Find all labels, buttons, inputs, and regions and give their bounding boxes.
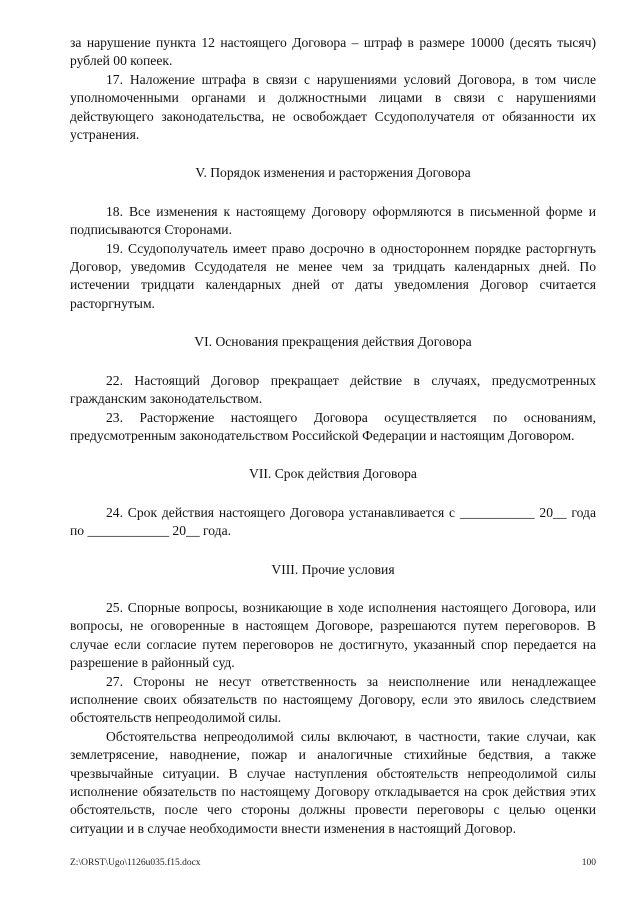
section-8-title: VIII. Прочие условия	[271, 561, 395, 577]
page-number: 100	[581, 858, 596, 868]
paragraph-19: 19. Ссудополучатель имеет право досрочно в одностороннем порядке расторгнуть Договор, уведомив Ссудодателя не менее чем за тридцать календарных дней. По истечении тридцати календарных дней от даты уведомления Договор считается расторгнутым.	[70, 240, 596, 311]
paragraph-25: 25. Спорные вопросы, возникающие в ходе исполнения настоящего Договора, или вопросы, не оговоренные в настоящем Договоре, разрешаются путем переговоров. В случае если согласие путем переговоров не достигнуто, указанный спор передается на разрешение в районный суд.	[70, 599, 596, 671]
paragraph-17: 17. Наложение штрафа в связи с нарушениями условий Договора, в том числе уполномоченными органами и должностными лицами в связи с нарушениями действующего законодательства, не освобождает Ссудополучателя от обязанности их устранения.	[70, 71, 596, 143]
paragraph-23: 23. Расторжение настоящего Договора осуществляется по основаниям, предусмотренным законодательством Российской Федерации и настоящим Договором.	[70, 409, 596, 443]
section-5-title: V. Порядок изменения и расторжения Договора	[195, 165, 471, 181]
paragraph-22: 22. Настоящий Договор прекращает действие в случаях, предусмотренных гражданским законодательством.	[70, 372, 596, 407]
section-7-title: VII. Срок действия Договора	[249, 466, 417, 482]
document-body	[70, 34, 596, 838]
paragraph-force-majeure: Обстоятельства непреодолимой силы включают, в частности, такие случаи, как землетрясение, наводнение, пожар и аналогичные стихийные бедствия, а также чрезвычайные ситуации. В случае наступления обстоятельств непреодолимой силы исполнение обязательств по настоящему Договору откладывается на срок действия этих обстоятельств, после чего стороны должны провести переговоры с целью оценки ситуации и в случае необходимости внести изменения в настоящий Договор.	[70, 728, 596, 836]
paragraph-27: 27. Стороны не несут ответственность за неисполнение или ненадлежащее исполнение своих обязательств по настоящему Договору, если это явилось следствием обстоятельств непреодолимой силы.	[70, 673, 596, 726]
paragraph-fine-clause: за нарушение пункта 12 настоящего Договора – штраф в размере 10000 (десять тысяч) рублей 00 копеек.	[70, 35, 596, 69]
paragraph-18: 18. Все изменения к настоящему Договору оформляются в письменной форме и подписываются Сторонами.	[70, 203, 596, 238]
paragraph-24: 24. Срок действия настоящего Договора устанавливается с ___________ 20__ года по ____________ 20__ года.	[70, 504, 596, 539]
file-path: Z:\ORST\Ugo\1126u035.f15.docx	[70, 858, 201, 868]
section-6-title: VI. Основания прекращения действия Договора	[194, 334, 472, 350]
page-footer	[70, 858, 596, 868]
